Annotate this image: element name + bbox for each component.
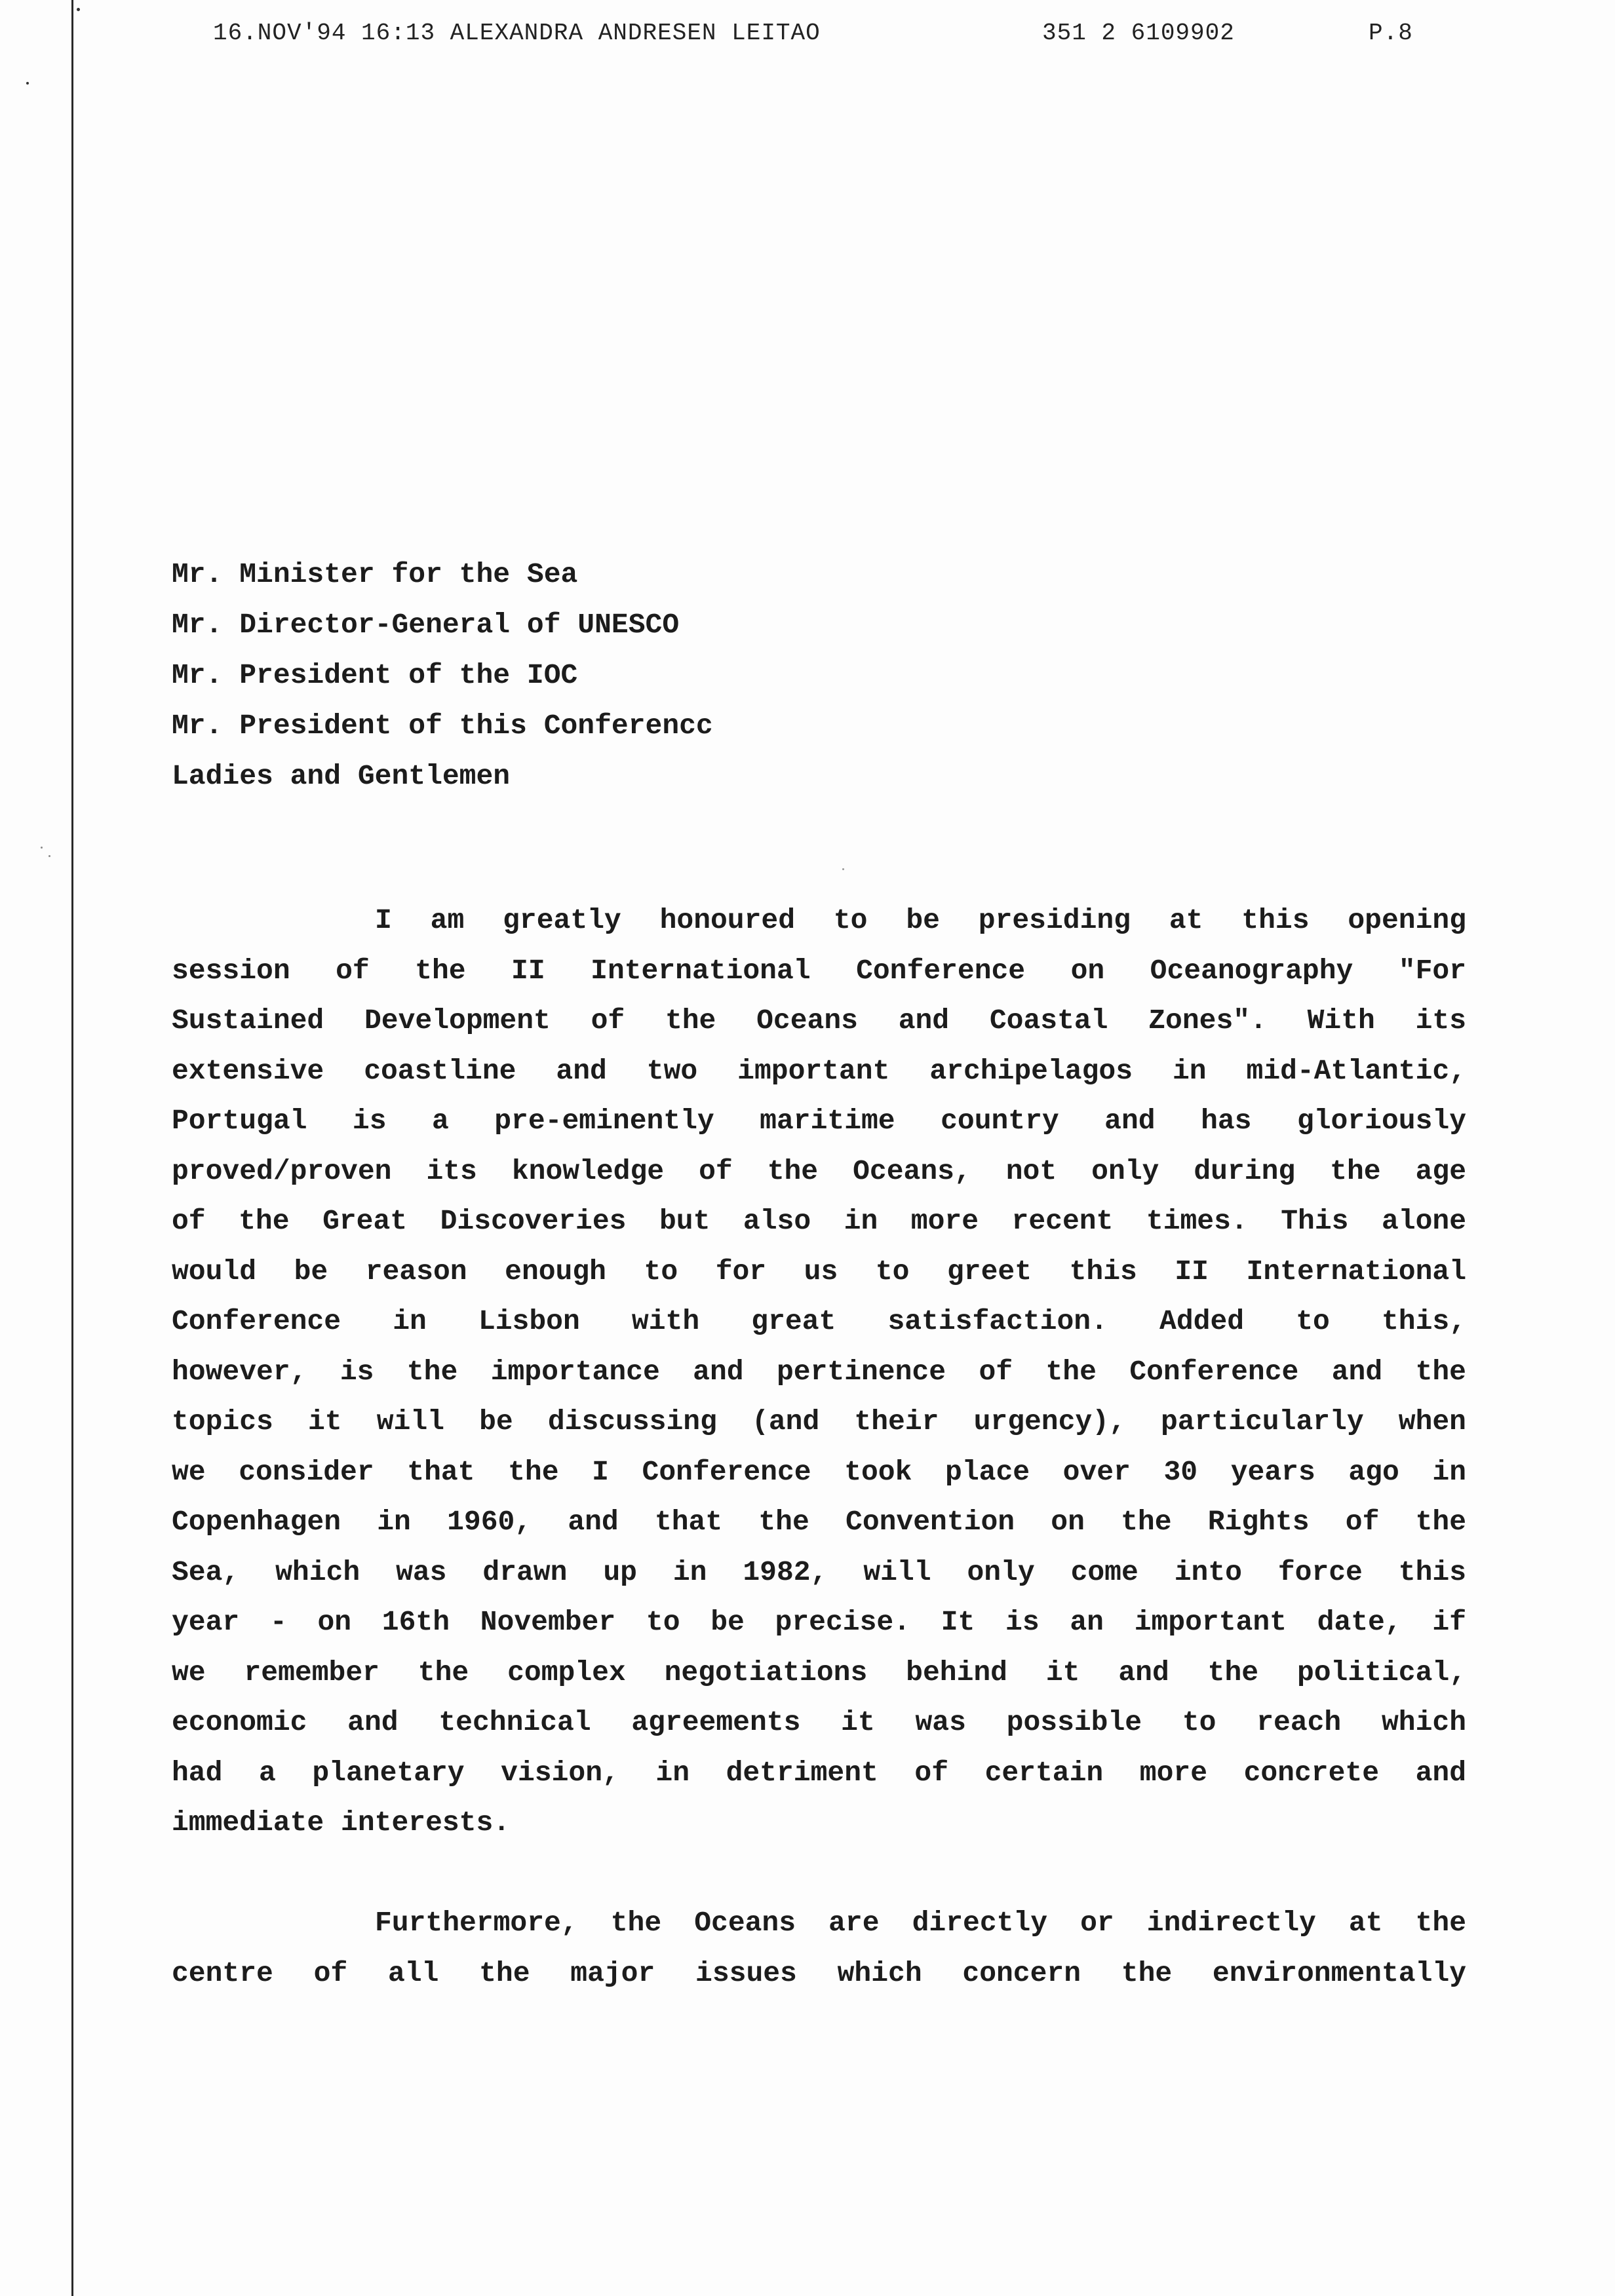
text-line: session of the II International Conference on Oceanography "For — [172, 954, 1466, 987]
scan-speck — [26, 82, 29, 85]
text-line: topics it will be discussing (and their urgency), particularly when — [172, 1406, 1466, 1438]
text-line: I am greatly honoured to be presiding at this opening — [375, 904, 1466, 936]
salutation-line: Ladies and Gentlemen — [172, 760, 511, 792]
fax-page-number: P.8 — [1369, 20, 1413, 47]
salutation-line: Mr. President of the IOC — [172, 659, 578, 691]
scan-speck — [49, 855, 50, 857]
text-line: would be reason enough to for us to greet this II International — [172, 1255, 1466, 1288]
text-line: Sea, which was drawn up in 1982, will only come into force this — [172, 1556, 1466, 1588]
text-line: Sustained Development of the Oceans and Coastal Zones". With its — [172, 1004, 1466, 1037]
text-line: of the Great Discoveries but also in more recent times. This alone — [172, 1205, 1466, 1237]
text-line: had a planetary vision, in detriment of certain more concrete and — [172, 1756, 1466, 1789]
salutation-line: Mr. Minister for the Sea — [172, 558, 578, 590]
scan-speck — [842, 868, 844, 870]
text-line: proved/proven its knowledge of the Oceans, not only during the age — [172, 1155, 1466, 1187]
paragraph-furthermore — [172, 1898, 1466, 1999]
text-line: year - on 16th November to be precise. It is an important date, if — [172, 1606, 1466, 1638]
text-line: centre of all the major issues which concern the environmentally — [172, 1957, 1466, 1989]
scan-speck — [77, 8, 80, 11]
text-line: economic and technical agreements it was possible to reach which — [172, 1706, 1466, 1738]
salutation-line: Mr. Director-General of UNESCO — [172, 609, 680, 641]
text-line: we remember the complex negotiations behind it and the political, — [172, 1656, 1466, 1689]
paragraph-opening — [172, 896, 1466, 1848]
fax-transmission-header — [0, 20, 1615, 52]
scan-speck — [41, 847, 43, 849]
text-line: however, is the importance and pertinence of the Conference and the — [172, 1355, 1466, 1388]
text-line: Conference in Lisbon with great satisfaction. Added to this, — [172, 1305, 1466, 1337]
text-line: we consider that the I Conference took place over 30 years ago in — [172, 1455, 1466, 1488]
salutation-line: Mr. President of this Conferencc — [172, 710, 713, 742]
text-line: extensive coastline and two important archipelagos in mid-Atlantic, — [172, 1054, 1466, 1087]
fax-datetime-sender: 16.NOV'94 16:13 ALEXANDRA ANDRESEN LEITAO — [213, 20, 821, 47]
page-edge-line — [71, 0, 73, 2296]
text-line: immediate interests. — [172, 1807, 511, 1839]
text-line: Furthermore, the Oceans are directly or indirectly at the — [375, 1907, 1466, 1939]
fax-phone-number: 351 2 6109902 — [1042, 20, 1235, 47]
salutation-block — [172, 549, 1089, 801]
text-line: Portugal is a pre-eminently maritime country and has gloriously — [172, 1105, 1466, 1137]
text-line: Copenhagen in 1960, and that the Convention on the Rights of the — [172, 1506, 1466, 1538]
